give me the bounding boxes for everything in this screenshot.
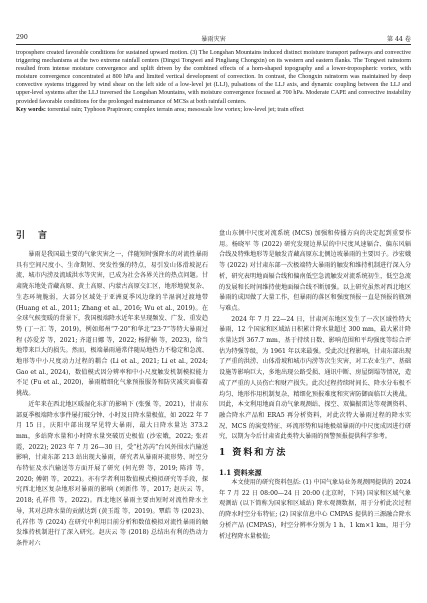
page-number: 290 [16,34,28,41]
header-rule [16,44,411,45]
section-title-introduction: 引 言 [16,231,50,241]
body-paragraph: 2024 年 7 月 22—24 日，甘肃河东地区发生了一次区域性特大暴雨，12 个国家和区域站日积累计降水量超过 300 mm，最大累计降水量达到 367.7 mm，基于持续日数、影响范围和平均强度等综合评估为特强等级，为 1961 年以来最强。受此次过程影响，甘肃东部出现了严重的洪涝、山体滑坡和城市内涝等次生灾害，对工农业生产、基础设施等影响巨大，多地出现公路受损、通讯中断、房屋倒塌等情况，造成了严重的人员伤亡和财产损失。此次过程持续时间长、降水分布极不均匀、地形作用机制复杂，精细化预报难度和灾害防御面临巨大挑战。因此，本文利用地面自动气象观测站、探空、双偏振雷达等观测资料、融合降水产品和 ERA5 再分析资料，对此次特大暴雨过程的降水实况、MCS 的演变特征、环流形势和局地极端暴雨的中尺度成因进行研究，以期为今后甘肃省此类特大暴雨的预警预报提供科学参考。 [219,315,411,441]
body-paragraph: 盘山东侧中尺度对流系统 (MCS) 加强和传播方向的决定起到重要作用。杨晓军 等 (2022) 研究发现边界层的中尺度风速辐合、偏东风辐合线及特殊地形等是触发青藏高原东北侧边坡暴雨的主要因子。沙宏娥 等 (2022) 对甘肃东部一次极端特大暴雨的触发和维持机制进行深入分析，研究表明地面辐合线和偏南低空急流触发对流系统初生，低空急流的发展和长时间维持使地面辐合线不断加强。以上研究虽然对西北地区暴雨的成因做了大量工作，但暴雨的落区和强度预报一直是预报的瓶颈与难点。 [219,230,411,312]
left-column [16,229,208,550]
section-title-data-methods: 1 资料和方法 [219,448,288,459]
abstract-text: troposphere created favorable conditions for sustained upward motion. (3) The Longshan Mountains induced distinct moisture transport pathways and convective triggering mechanisms at the two extreme rainfall centers (Dingxi Tongwei and Pingliang Chongxin) on its western and eastern flanks. The Tongwei rainstorm resulted from intense moisture convergence and uplift driven by the combined effects of a horn-shaped topography and a lower-tropospheric vortex, with moisture convergence concentrated at 800 hPa and limited vertical development of convection. In contrast, the Chongxin rainstorm was maintained by deep convective systems triggered by wind shear on the left side of a low-level jet (LLJ), pulsations of the LLJ axis, and dynamic coupling between the LLJ and upper-level systems after the LLJ traversed the Longshan Mountains, with moisture convergence focused at 700 hPa. Moderate CAPE and convective instability provided favorable conditions for the prolonged maintenance of MCSs at both rainfall centers. [16,50,411,105]
body-paragraph: 近年来在西北地区暖湿化东扩的影响下 (张强 等，2021)，甘肃东部夏季极端降水事件屡打破分钟、小时及日降水量极值，如 2022 年 7 月 15 日，庆阳中部出现罕见特大暴雨，最大日降水量达 373.2 mm，多站降水量和小时降水量突破历史极值 (沙宏娥，2022; 张君霞，2022); 2023 年 7 月 26—30 日，受“杜苏芮”台风外围水汽输送影响，甘肃东部 213 站出现大暴雨，研究者从暴雨环流形势、时空分布特征及水汽输送等方面开展了研究 (何光碧 等，2019; 陈沛 等，2020; 傅朝 等，2022)。亦有学者利用数值模式模拟研究等手段，探究西北地区复杂地形对暴雨的影响 (刘新伟 等，2017; 赵庆云 等，2018; 孔祥伟 等，2022)。西北地区暴雨主要由短时对流性降水主导，其对总降水量的贡献达到 (黄玉霞 等，2019)。覃皓 等 (2023)、孔祥伟 等 (2024) 在研究中利用目前分析和数值模拟对流性暴雨的触发维持机制进行了深入研究。赵庆云 等 (2018) 总结出有利的热动力条件对六 [16,400,208,547]
keywords-text: torrential rain; Typhoon Prapiroon; complex terrain area; mesoscale low vortex; low-level jet; train effect [47,106,304,113]
body-paragraph: 暴雨是我国最主要的气象灾害之一，伴随短时强降水的对流性暴雨具有空间尺度小、生命期短、突发性强的特点，易引发山体滑坡泥石流、城市内涝及流域洪水等灾害，已成为社会各界关注的热点问题。甘肃陇东地处青藏高原、黄土高原、内蒙古高原交汇区，地形地貌复杂、生态环境脆弱，大部分区域处于亚洲夏季风边缘的半湿润过渡地带 (Huang et al., 2011; Zhang et al., 2016; Wu et al., 2019)。在全球气候变暖的背景下，我国极端降水近年来呈现频发、广发、重发趋势 (丁一汇 等，2019)，例如郑州“7·20”和华北“23·7”等特大暴雨过程 (苏爱芳 等，2021; 齐道日娜 等，2022; 杨舒楠 等，2023)，给当地带来巨大的损失。然而，极端暴雨通常伴随局地热力不稳定和急流、地形等中小尺度动力过程的耦合 (Li et al., 2021; Li et al., 2024; Gao et al., 2024)，数值模式因分辨率和中小尺度触发机制模拟能力不足 (Fu et al., 2020)，暴雨精细化气象预报服务和防灾减灾面临着挑战。 [16,251,208,398]
keywords-label: Key words: [16,106,46,113]
volume-label: 第 44 卷 [386,36,411,43]
english-abstract [16,49,411,114]
subsection-title-data-source: 1.1 资料来源 [219,468,262,478]
keywords-line [16,106,411,114]
journal-name: 暴雨灾害 [201,36,226,43]
right-column [219,229,411,542]
body-paragraph: 本文使用的研究资料包括: (1) 中国气象局业务观测网提供的 2024 年 7 月 22 日 08:00—24 日 20:00 (北京时，下同) 国家和区域气象观测站 (以下简称为国家和区域站) 降水观测数据，用于分析此次过程的降水时空分布特征; (2) 国家信息中心 CMPAS 提供的三源融合降水分析产品 (CMPAS)，时空分辨率分别为 1 h、1 km×1 km，用于分析过程降水量极值; [219,479,411,540]
